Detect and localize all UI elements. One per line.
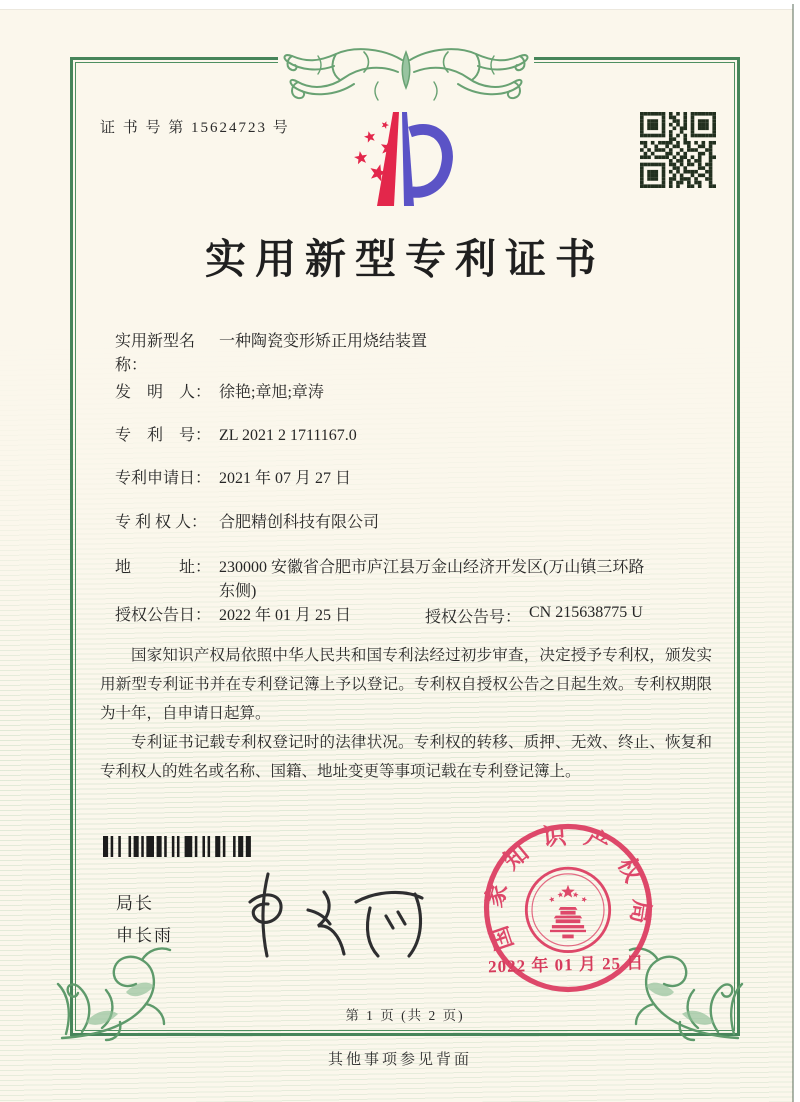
- cnipa-logo-icon: [336, 110, 456, 210]
- signature-icon: [238, 866, 428, 961]
- field-row-inventors: [115, 381, 324, 405]
- field-label: 发 明 人：: [115, 384, 212, 401]
- field-value: ZL 2021 2 1711167.0: [219, 427, 357, 444]
- scan-edge-right: [793, 0, 800, 1102]
- certificate-title: 实用新型专利证书: [205, 236, 605, 282]
- field-label: 授权公告号：: [425, 609, 522, 626]
- scan-edge-top: [0, 0, 800, 9]
- barcode-icon: [103, 836, 253, 857]
- field-value: 徐艳;章旭;章涛: [219, 384, 324, 401]
- field-value: 2022 年 01 月 25 日: [219, 607, 352, 624]
- back-note: 其他事项参见背面: [327, 1052, 472, 1068]
- field-row-name: [115, 330, 427, 378]
- field-value: 230000 安徽省合肥市庐江县万金山经济开发区(万山镇三环路东侧): [219, 559, 645, 600]
- director-name: 申长雨: [116, 926, 173, 945]
- seal-date: 2022 年 01 月 25 日: [487, 953, 645, 977]
- field-value: 2021 年 07 月 27 日: [219, 470, 352, 487]
- field-value: 合肥精创科技有限公司: [219, 514, 380, 531]
- field-label: 授权公告日：: [115, 607, 212, 624]
- certificate-number: 证 书 号 第 15624723 号: [100, 120, 290, 136]
- field-value: 一种陶瓷变形矫正用烧结装置: [219, 333, 428, 350]
- field-label: 专利申请日：: [115, 470, 212, 487]
- field-row-grant-date: [115, 604, 351, 628]
- paper-edge-line: [792, 4, 794, 1102]
- paragraph-register: 专利证书记载专利权登记时的法律状况。专利权的转移、质押、无效、终止、恢复和专利权人的姓名或名称、国籍、地址变更等事项记载在专利登记簿上。: [100, 734, 712, 780]
- director-title: 局长: [116, 894, 154, 913]
- dragon-flourish-icon: [278, 42, 534, 118]
- field-row-filing-date: [115, 467, 351, 491]
- qr-code-icon: [640, 112, 716, 188]
- seal-ring-text: 国家知识产权局: [481, 822, 655, 954]
- field-row-patent-number: [115, 424, 357, 448]
- field-row-grant-number: [425, 604, 643, 627]
- field-label: 专 利 号：: [115, 427, 212, 444]
- field-label: 地 址：: [115, 559, 212, 576]
- field-label: 专 利 权 人：: [115, 514, 208, 531]
- page-footer: 第 1 页 (共 2 页): [345, 1008, 465, 1023]
- field-value: CN 215638775 U: [529, 604, 643, 621]
- legal-paragraphs: [100, 641, 712, 786]
- field-row-address: [115, 556, 647, 604]
- field-label: 实用新型名称：: [115, 333, 196, 374]
- field-row-patentee: [115, 511, 379, 535]
- paragraph-grant: 国家知识产权局依照中华人民共和国专利法经过初步审查，决定授予专利权，颁发实用新型专利证书并在专利登记簿上予以登记。专利权自授权公告之日起生效。专利权期限为十年，自申请日起算。: [100, 647, 712, 722]
